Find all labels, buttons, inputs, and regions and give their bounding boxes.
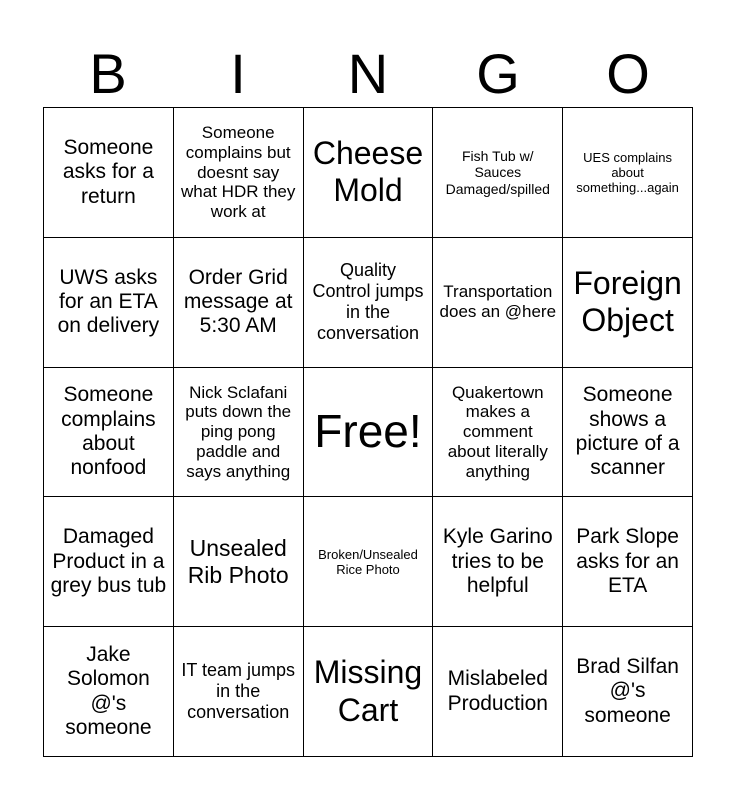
bingo-cell[interactable] [563, 238, 693, 368]
cell-text: UES complains about something...again [576, 149, 679, 195]
bingo-cell[interactable] [563, 627, 693, 757]
cell-text: Broken/Unsealed Rice Photo [318, 546, 418, 577]
cell-text: Quakertown makes a comment about literally anything [447, 382, 548, 481]
cell-text: Transportation does an @here [439, 282, 557, 322]
cell-text: Someone shows a picture of a scanner [575, 383, 680, 480]
cell-text: Someone asks for a return [62, 135, 154, 208]
bingo-cell[interactable] [563, 108, 693, 238]
header-letter-g: G [476, 42, 520, 105]
bingo-cell[interactable] [433, 108, 563, 238]
cell-text: Damaged Product in a grey bus tub [50, 525, 167, 597]
cell-text: Order Grid message at 5:30 AM [183, 265, 293, 338]
bingo-cell[interactable] [44, 497, 174, 627]
cell-text: Someone complains but doesnt say what HDR they work at [181, 123, 296, 221]
bingo-cell[interactable] [44, 627, 174, 757]
bingo-cell[interactable] [433, 627, 563, 757]
bingo-cell[interactable] [174, 238, 304, 368]
bingo-cell[interactable] [174, 368, 304, 498]
cell-text: Brad Silfan @'s someone [576, 655, 679, 727]
bingo-cell[interactable] [44, 368, 174, 498]
cell-text: Fish Tub w/ Sauces Damaged/spilled [445, 148, 550, 197]
cell-text: Mislabeled Production [447, 667, 548, 715]
cell-text: Unsealed Rib Photo [187, 535, 289, 588]
header-letter-n: N [347, 42, 389, 105]
bingo-cell[interactable] [174, 108, 304, 238]
cell-text: UWS asks for an ETA on delivery [57, 265, 160, 338]
cell-text: Kyle Garino tries to be helpful [442, 525, 553, 597]
bingo-cell[interactable] [174, 497, 304, 627]
bingo-cell[interactable] [44, 108, 174, 238]
cell-text: Nick Sclafani puts down the ping pong paddle and says anything [185, 382, 292, 481]
bingo-cell[interactable] [174, 627, 304, 757]
header-letter-o: O [606, 42, 650, 105]
cell-text: Someone complains about nonfood [61, 383, 156, 480]
header-letter-i: I [230, 42, 246, 105]
cell-text: Park Slope asks for an ETA [576, 525, 679, 597]
bingo-cell[interactable] [433, 368, 563, 498]
bingo-cell[interactable] [304, 108, 434, 238]
bingo-cell[interactable] [433, 497, 563, 627]
cell-text: Quality Control jumps in the conversation [312, 260, 424, 344]
bingo-board [43, 107, 693, 757]
cell-text: Cheese Mold [312, 135, 424, 209]
cell-text: Missing Cart [313, 654, 423, 728]
bingo-cell[interactable] [563, 368, 693, 498]
bingo-header [43, 40, 693, 108]
bingo-cell[interactable] [304, 368, 434, 498]
cell-text: Free! [314, 405, 422, 458]
bingo-cell[interactable] [304, 238, 434, 368]
cell-text: IT team jumps in the conversation [181, 660, 296, 723]
header-letter-b: B [89, 42, 127, 105]
bingo-cell[interactable] [304, 627, 434, 757]
bingo-cell[interactable] [304, 497, 434, 627]
bingo-cell[interactable] [433, 238, 563, 368]
cell-text: Jake Solomon @'s someone [65, 642, 152, 739]
bingo-cell[interactable] [44, 238, 174, 368]
bingo-cell[interactable] [563, 497, 693, 627]
cell-text: Foreign Object [573, 265, 682, 339]
